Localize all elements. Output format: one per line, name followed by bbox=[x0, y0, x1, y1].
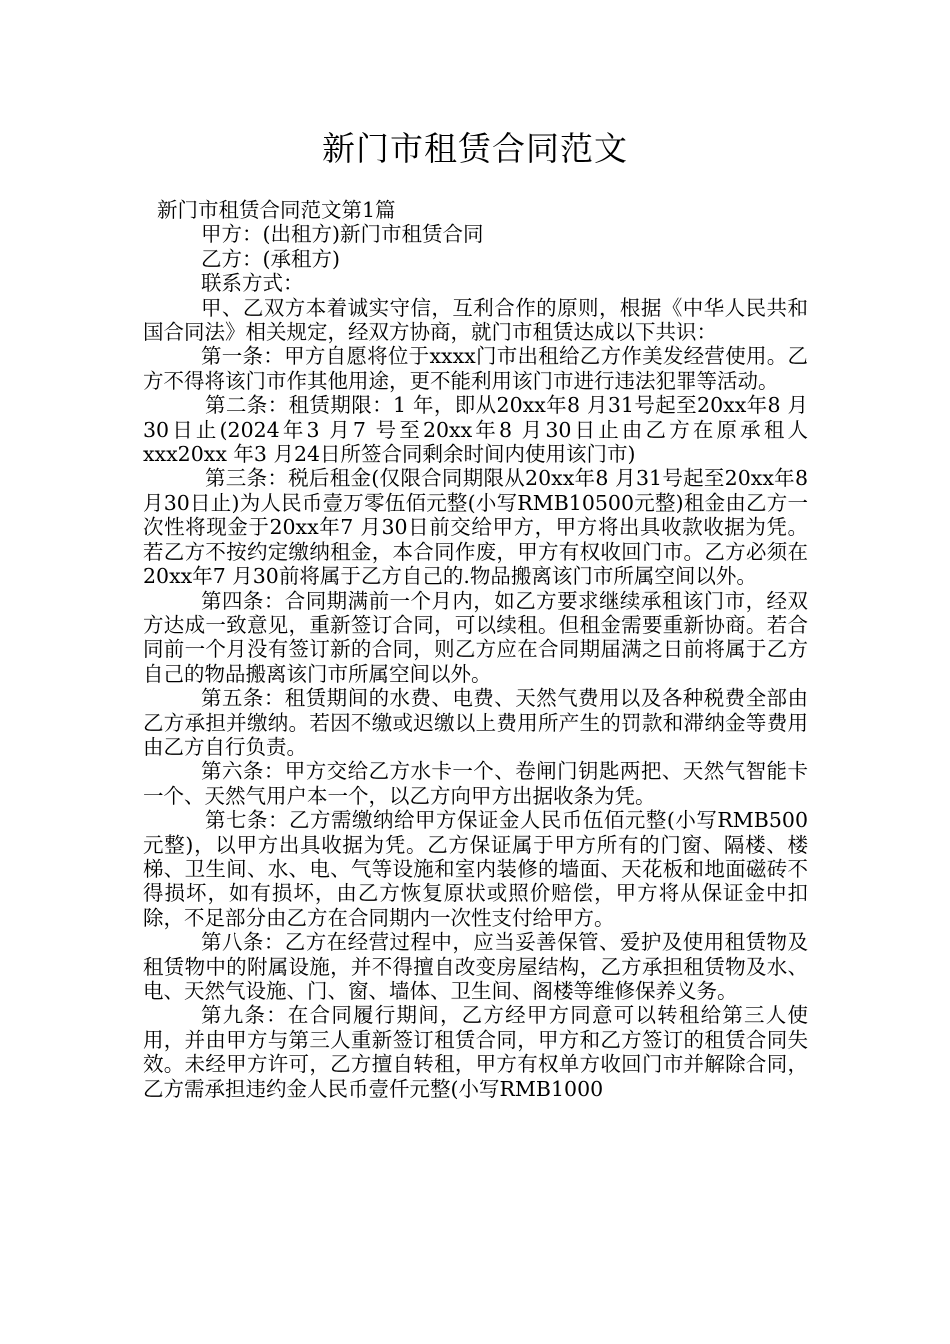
party-a-line: 甲方：(出租方)新门市租赁合同 bbox=[201, 222, 484, 247]
article-5-paragraph: 第五条：租赁期间的水费、电费、天然气费用以及各种税费全部由乙方承担并缴纳。若因不缴或迟缴以上费用所产生的罚款和滞纳金等费用由乙方自行负责。 bbox=[143, 686, 808, 759]
article-3-paragraph: 第三条：税后租金(仅限合同期限从20xx年8 月31号起至20xx年8 月30日止)为人民币壹万零伍佰元整(小写RMB10500元整)租金由乙方一次性将现金于20xx年7 月30日前交给甲方，甲方将出具收款收据为凭。若乙方不按约定缴纳租金，本合同作废，甲方有权收回门市。乙方必须在20xx年7 月30前将属于乙方自己的.物品搬离该门市所属空间以外。 bbox=[143, 466, 808, 589]
article-8-paragraph: 第八条：乙方在经营过程中，应当妥善保管、爱护及使用租赁物及租赁物中的附属设施，并不得擅自改变房屋结构，乙方承担租赁物及水、电、天然气设施、门、窗、墙体、卫生间、阁楼等维修保养义务。 bbox=[143, 930, 808, 1003]
article-2-paragraph: 第二条：租赁期限：1 年，即从20xx年8 月31号起至20xx年8 月30日止(2024年3 月7 号至20xx年8 月30日止由乙方在原承租人xxx20xx 年3 月24日所签合同剩余时间内使用该门市) bbox=[143, 393, 808, 467]
party-b-line: 乙方：(承租方) bbox=[201, 246, 340, 271]
document-title: 新门市租赁合同范文 bbox=[322, 129, 628, 168]
article-1-paragraph: 第一条：甲方自愿将位于xxxx门市出租给乙方作美发经营使用。乙方不得将该门市作其他用途，更不能利用该门市进行违法犯罪等活动。 bbox=[143, 344, 808, 393]
article-4-paragraph: 第四条：合同期满前一个月内，如乙方要求继续承租该门市，经双方达成一致意见，重新签订合同，可以续租。但租金需要重新协商。若合同前一个月没有签订新的合同，则乙方应在合同期届满之日前将属于乙方自己的物品搬离该门市所属空间以外。 bbox=[143, 588, 808, 686]
article-9-paragraph: 第九条：在合同履行期间，乙方经甲方同意可以转租给第三人使用，并由甲方与第三人重新签订租赁合同，甲方和乙方签订的租赁合同失效。未经甲方许可，乙方擅自转租，甲方有权单方收回门市并解除合同，乙方需承担违约金人民币壹仟元整(小写RMB1000 bbox=[143, 1003, 808, 1101]
section-subtitle: 新门市租赁合同范文第1篇 bbox=[157, 198, 396, 222]
preamble-paragraph: 甲、乙双方本着诚实守信，互利合作的原则，根据《中华人民共和国合同法》相关规定，经双方协商，就门市租赁达成以下共识： bbox=[143, 295, 808, 345]
article-7-paragraph: 第七条：乙方需缴纳给甲方保证金人民币伍佰元整(小写RMB500元整)，以甲方出具收据为凭。乙方保证属于甲方所有的门窗、隔楼、楼梯、卫生间、水、电、气等设施和室内装修的墙面、天花板和地面磁砖不得损坏，如有损坏，由乙方恢复原状或照价赔偿，甲方将从保证金中扣除，不足部分由乙方在合同期内一次性支付给甲方。 bbox=[143, 808, 808, 930]
document-body bbox=[143, 198, 808, 1101]
contact-line: 联系方式： bbox=[201, 271, 304, 296]
article-6-paragraph: 第六条：甲方交给乙方水卡一个、卷闸门钥匙两把、天然气智能卡一个、天然气用户本一个，以乙方向甲方出据收条为凭。 bbox=[143, 759, 808, 808]
